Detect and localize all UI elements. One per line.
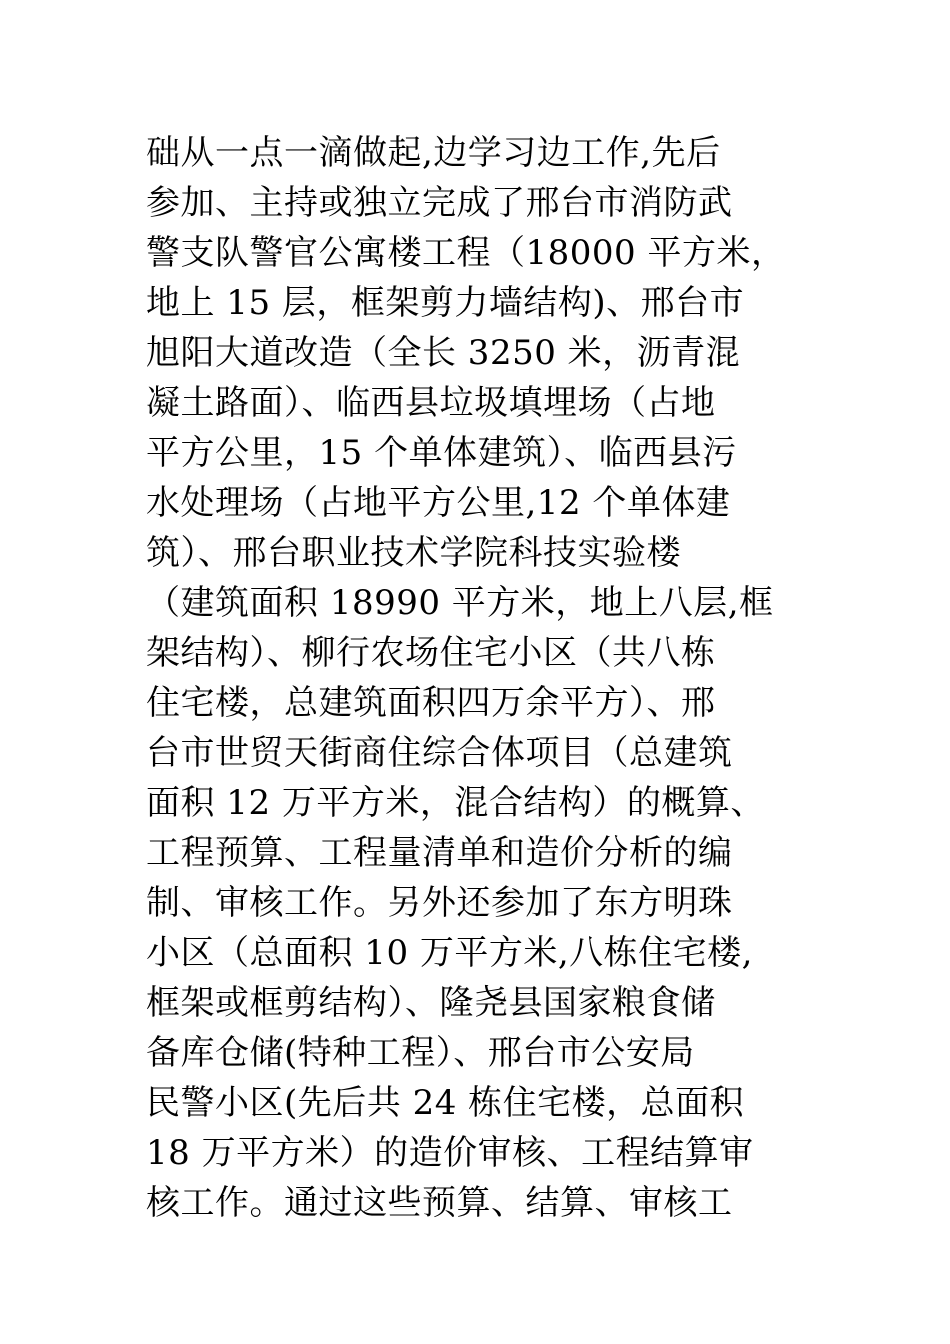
- text-line: （建筑面积 18990 平方米，地上八层,框: [146, 583, 774, 623]
- text-line: 筑）、邢台职业技术学院科技实验楼: [146, 533, 681, 573]
- text-line: 地上 15 层，框架剪力墙结构)、邢台市: [146, 283, 745, 323]
- text-line: 台市世贸天街商住综合体项目（总建筑: [146, 733, 733, 773]
- text-line: 警支队警官公寓楼工程（18000 平方米，: [146, 233, 786, 273]
- text-line: 凝土路面）、临西县垃圾填埋场（占地: [146, 383, 716, 423]
- text-line: 础从一点一滴做起,边学习边工作,先后: [146, 133, 721, 173]
- text-line: 架结构）、柳行农场住宅小区（共八栋: [146, 633, 716, 673]
- body-text: [146, 128, 846, 1228]
- text-line: 水处理场（占地平方公里,12 个单体建: [146, 483, 731, 523]
- text-line: 参加、主持或独立完成了邢台市消防武: [146, 183, 733, 223]
- text-line: 旭阳大道改造（全长 3250 米，沥青混: [146, 333, 741, 373]
- text-line: 住宅楼，总建筑面积四万余平方）、邢: [146, 683, 716, 723]
- text-line: 小区（总面积 10 万平方米,八栋住宅楼,: [146, 933, 753, 973]
- text-line: 核工作。通过这些预算、结算、审核工: [146, 1183, 733, 1223]
- text-line: 18 万平方米）的造价审核、工程结算审: [146, 1133, 754, 1173]
- text-line: 面积 12 万平方米，混合结构）的概算、: [146, 783, 765, 823]
- text-line: 工程预算、工程量清单和造价分析的编: [146, 833, 733, 873]
- text-line: 平方公里，15 个单体建筑）、临西县污: [146, 433, 737, 473]
- text-line: 民警小区(先后共 24 栋住宅楼，总面积: [146, 1083, 745, 1123]
- text-line: 制、审核工作。另外还参加了东方明珠: [146, 883, 733, 923]
- text-line: 备库仓储(特种工程）、邢台市公安局: [146, 1033, 695, 1073]
- text-line: 框架或框剪结构）、隆尧县国家粮食储: [146, 983, 716, 1023]
